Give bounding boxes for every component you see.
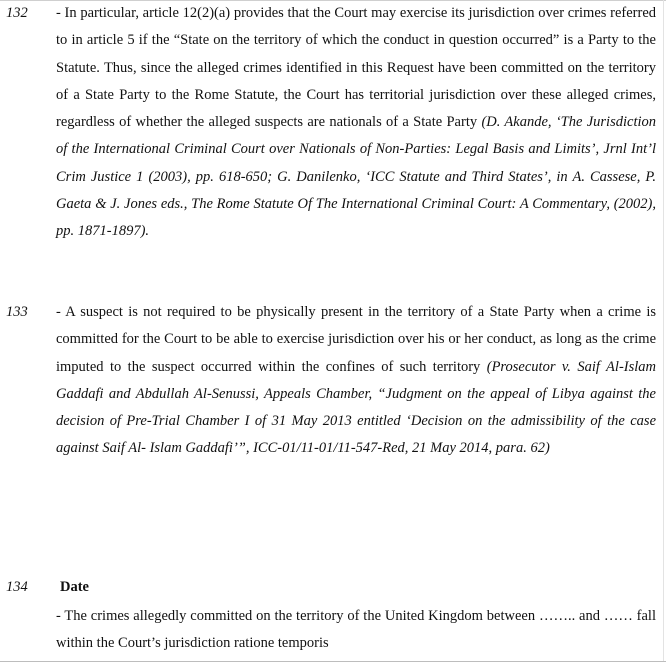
right-rule [663,0,664,662]
paragraph-number: 133 [6,304,28,320]
paragraph-text: - In particular, article 12(2)(a) provides that the Court may exercise its jurisdiction over crimes referred to in article 5 if the “State on the territory of which the conduct in question occurred” is a Party to the Statute. Thus, since the alleged crimes identified in this Request have been committed on the territory of a State Party to the Rome Statute, the Court has territorial jurisdiction over these alleged crimes, regardless of whether the alleged suspects are nationals of a State Party [56,5,656,131]
section-heading: Date [60,579,89,595]
paragraph-body [56,0,656,246]
paragraph-text: - A suspect is not required to be physically present in the territory of a State Party when a crime is committed for the Court to be able to exercise jurisdiction over his or her conduct, as long as the crime imputed to the suspect occurred within the confines of such territory [56,304,656,375]
paragraph-body [56,603,656,658]
paragraph-body [56,299,656,463]
paragraph-citation: (Prosecutor v. Saif Al-Islam Gaddafi and Abdullah Al-Senussi, Appeals Chamber, “Judgment on the appeal of Libya against the decision of Pre-Trial Chamber I of 31 May 2013 entitled ‘Decision on the admissibility of the case against Saif Al- Islam Gaddafi’”, ICC-01/11-01/11-547-Red, 21 May 2014, para. 62) [56,358,656,457]
paragraph-number: 134 [6,579,28,595]
paragraph-text: - The crimes allegedly committed on the territory of the United Kingdom between …….. and …… fall within the Court’s jurisdiction ratione temporis [56,608,656,652]
paragraph-number: 132 [6,5,28,21]
paragraph-citation: (D. Akande, ‘The Jurisdiction of the International Criminal Court over Nationals of Non-Parties: Legal Basis and Limits’, Jrnl Int’l Crim Justice 1 (2003), pp. 618-650; G. Danilenko, ‘ICC Statute and Third States’, in A. Cassese, P. Gaeta & J. Jones eds., The Rome Statute Of The International Criminal Court: A Commentary, (2002), pp. 1871-1897). [56,114,657,240]
